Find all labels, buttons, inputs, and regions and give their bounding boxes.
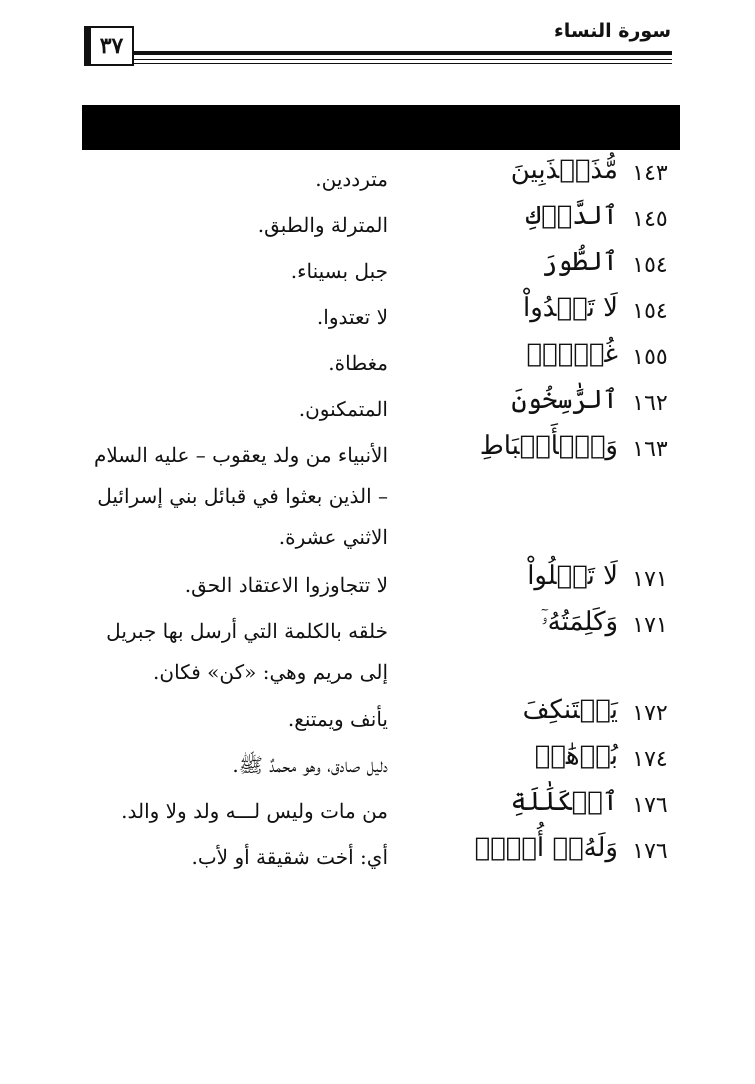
verse-number: ١٥٥ [632, 345, 668, 370]
verse-number: ١٤٥ [632, 207, 668, 232]
verse-number: ١٦٢ [632, 391, 668, 416]
table-row [82, 385, 680, 431]
word-meaning: مترددين. [315, 167, 388, 191]
word-meaning: لا تعتدوا. [316, 305, 388, 329]
verse-number: ١٧٤ [632, 747, 668, 772]
word-meaning: المترلة والطبق. [257, 213, 388, 237]
table-row [82, 339, 680, 385]
quranic-word: وَلَهُۥٓ أُخۡتٞ [474, 833, 618, 863]
table-header-band [82, 105, 680, 150]
vocabulary-table [82, 155, 680, 879]
verse-number: ١٧٦ [632, 793, 668, 818]
table-row [82, 293, 680, 339]
word-meaning: الأنبياء من ولد يعقوب – عليه السلام – الذين بعثوا في قبائل بني إسرائيل الاثني عشرة. [93, 443, 388, 549]
table-row [82, 247, 680, 293]
word-meaning: مغطاة. [328, 351, 388, 375]
table-row [82, 741, 680, 787]
quranic-word: ٱلرَّٰسِخُونَ [511, 385, 618, 415]
page-number [84, 26, 134, 66]
word-meaning: لا تتجاوزوا الاعتقاد الحق. [184, 573, 388, 597]
table-row [82, 607, 680, 695]
quranic-word: لَا تَعۡدُواْ [523, 293, 618, 323]
quranic-word: مُّذَبۡذَبِينَ [510, 155, 618, 185]
word-meaning: دليل صادق، وهو محمدٌ ﷺ. [232, 753, 388, 777]
verse-number: ١٧١ [632, 613, 668, 638]
quranic-word: ٱلطُّورَ [541, 247, 618, 277]
quranic-word: وَكَلِمَتُهُۥٓ [541, 607, 618, 637]
quranic-word: وَٱلۡأَسۡبَاطِ [479, 431, 618, 461]
table-row [82, 787, 680, 833]
verse-number: ١٧٦ [632, 839, 668, 864]
quranic-word: غُلۡفُۢ [526, 339, 618, 369]
verse-number: ١٧٢ [632, 701, 668, 726]
word-meaning: جبل بسيناء. [290, 259, 388, 283]
page-number-text: ٣٧ [99, 33, 124, 59]
verse-number: ١٦٣ [632, 437, 668, 462]
table-row [82, 155, 680, 201]
quranic-word: بُرۡهَٰنٞ [534, 741, 618, 771]
table-row [82, 695, 680, 741]
verse-number: ١٥٤ [632, 299, 668, 324]
verse-number: ١٥٤ [632, 253, 668, 278]
word-meaning: أي: أخت شقيقة أو لأب. [191, 845, 388, 869]
header-rule [134, 51, 672, 55]
table-row [82, 431, 680, 561]
verse-number: ١٤٣ [632, 161, 668, 186]
quranic-word: ٱلۡكَلَٰلَةِ [510, 787, 618, 817]
header-rule-thin-2 [134, 63, 672, 64]
header-rule-thin [134, 59, 672, 60]
table-row [82, 833, 680, 879]
surah-title: سورة النساء [554, 20, 671, 42]
word-meaning: من مات وليس لـــه ولد ولا والد. [121, 799, 388, 823]
quranic-word: يَسۡتَنكِفَ [522, 695, 618, 725]
word-meaning: خلقه بالكلمة التي أرسل بها جبريل إلى مريم وهي: «كن» فكان. [106, 619, 388, 684]
word-meaning: يأنف ويمتنع. [287, 707, 388, 731]
quranic-word: ٱلدَّرۡكِ [525, 201, 618, 231]
table-row [82, 201, 680, 247]
verse-number: ١٧١ [632, 567, 668, 592]
word-meaning: المتمكنون. [298, 397, 388, 421]
quranic-word: لَا تَغۡلُواْ [527, 561, 618, 591]
table-row [82, 561, 680, 607]
